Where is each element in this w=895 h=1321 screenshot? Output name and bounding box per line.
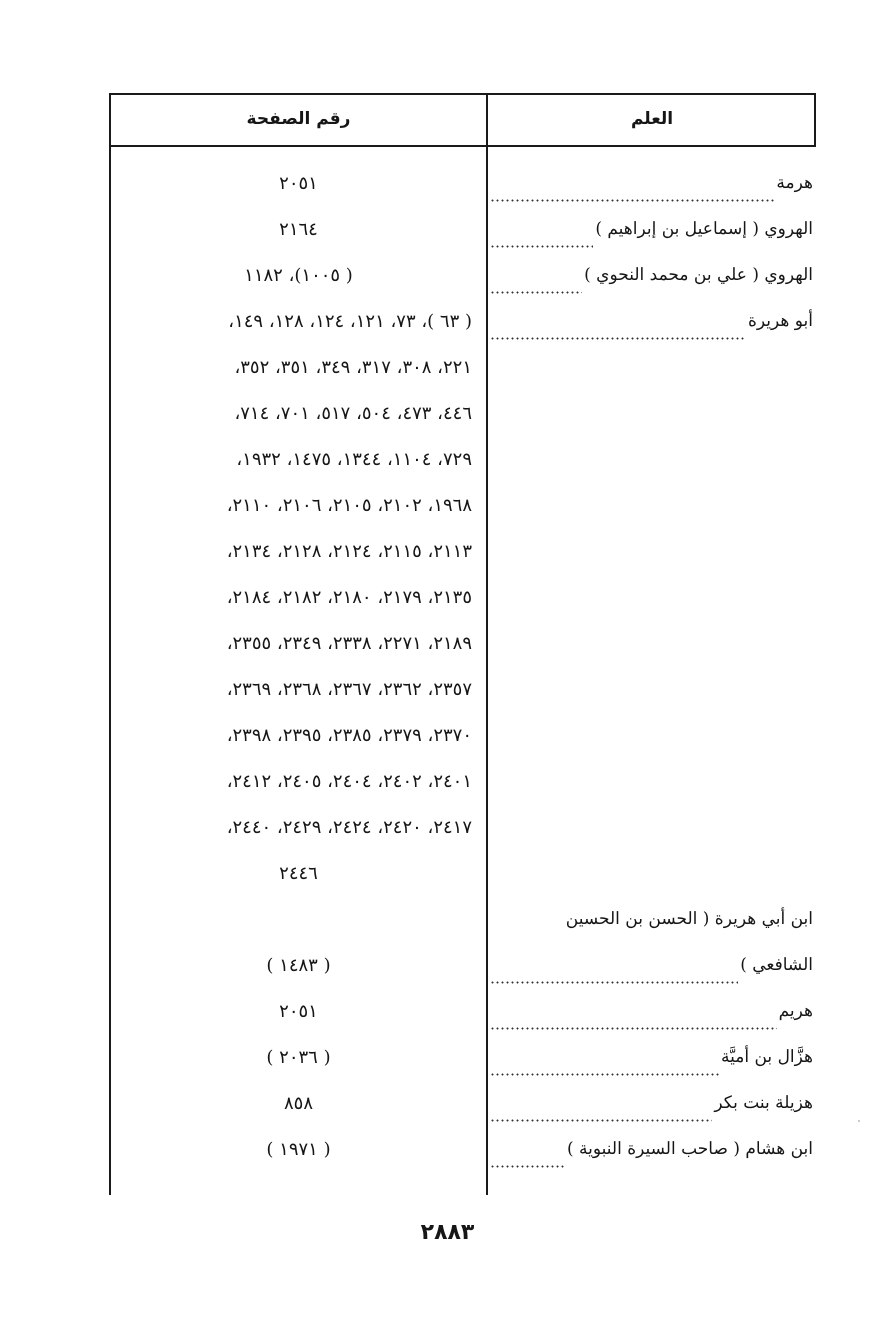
entry-pages: ( ٢٠٣٦ ) [266, 1046, 331, 1068]
entry-name: الشافعي ) [740, 955, 813, 975]
index-entry-name-row [488, 620, 813, 666]
entry-name: الهروي ( إسماعيل بن إبراهيم ) [595, 219, 813, 239]
index-entry-name-row [488, 804, 813, 850]
entry-pages: ( ١٩٧١ ) [266, 1138, 331, 1160]
page-column-header: رقم الصفحة [246, 109, 351, 129]
dot-leader [490, 278, 582, 298]
dot-leader [490, 1152, 565, 1172]
entry-pages: ٢٤٠١، ٢٤٠٢، ٢٤٠٤، ٢٤٠٥، ٢٤١٢، [226, 770, 472, 792]
page-number: ٢٨٨٣ [420, 1220, 475, 1245]
entry-pages: ( ١٤٨٣ ) [266, 954, 331, 976]
index-entry-name-row [488, 206, 813, 252]
entry-pages: ٢٠٥١ [279, 172, 318, 194]
entry-pages: ( ١٠٠٥)، ١١٨٢ [244, 264, 353, 286]
name-column [488, 160, 813, 1172]
index-entry-name-row [488, 988, 813, 1034]
entry-pages: ٢٢١، ٣٠٨، ٣١٧، ٣٤٩، ٣٥١، ٣٥٢، [234, 356, 472, 378]
index-entry-name-row [488, 528, 813, 574]
dot-leader [490, 1014, 777, 1034]
entry-pages: ٢٣٧٠، ٢٣٧٩، ٢٣٨٥، ٢٣٩٥، ٢٣٩٨، [226, 724, 472, 746]
dot-leader [490, 968, 738, 988]
index-entry-name-row [488, 160, 813, 206]
entry-name: هرمة [776, 173, 813, 193]
entry-pages: ٨٥٨ [284, 1092, 314, 1114]
index-entry-name-row [488, 712, 813, 758]
index-entry-name-row [488, 1034, 813, 1080]
entry-pages: ٧٢٩، ١١٠٤، ١٣٤٤، ١٤٧٥، ١٩٣٢، [236, 448, 472, 470]
index-entry-name-row [488, 896, 813, 942]
entry-pages: ٤٤٦، ٤٧٣، ٥٠٤، ٥١٧، ٧٠١، ٧١٤، [234, 402, 472, 424]
entry-pages: ( ٦٣ )، ٧٣، ١٢١، ١٢٤، ١٢٨، ١٤٩، [228, 310, 472, 332]
index-entry-name-row [488, 1126, 813, 1172]
entry-name: أبو هريرة [747, 311, 813, 331]
header-bottom-border [109, 145, 816, 147]
index-entry-name-row [488, 1080, 813, 1126]
entry-pages [111, 896, 486, 942]
index-entry-name-row [488, 942, 813, 988]
scan-speck [858, 1120, 860, 1122]
entry-pages: ٢١١٣، ٢١١٥، ٢١٢٤، ٢١٢٨، ٢١٣٤، [226, 540, 472, 562]
entry-pages: ٢١٣٥، ٢١٧٩، ٢١٨٠، ٢١٨٢، ٢١٨٤، [226, 586, 472, 608]
entry-name: هزيلة بنت بكر [714, 1093, 813, 1113]
index-entry-name-row [488, 436, 813, 482]
entry-name: هريم [778, 1001, 813, 1021]
dot-leader [490, 1060, 719, 1080]
index-entry-name-row [488, 574, 813, 620]
entry-pages: ٢١٦٤ [279, 218, 318, 240]
index-entry-name-row [488, 666, 813, 712]
index-entry-name-row [488, 850, 813, 896]
page-number-column [111, 160, 486, 1172]
entry-pages: ٢١٨٩، ٢٢٧١، ٢٣٣٨، ٢٣٤٩، ٢٣٥٥، [226, 632, 472, 654]
index-entry-name-row [488, 344, 813, 390]
entry-name: ابن أبي هريرة ( الحسن بن الحسين [565, 909, 813, 929]
entry-pages: ٢٤٤٦ [279, 862, 318, 884]
dot-leader [490, 186, 774, 206]
index-entry-name-row [488, 390, 813, 436]
entry-pages: ٢٠٥١ [279, 1000, 318, 1022]
index-entry-name-row [488, 298, 813, 344]
entry-pages: ١٩٦٨، ٢١٠٢، ٢١٠٥، ٢١٠٦، ٢١١٠، [226, 494, 472, 516]
index-entry-name-row [488, 482, 813, 528]
entry-pages: ٢٤١٧، ٢٤٢٠، ٢٤٢٤، ٢٤٢٩، ٢٤٤٠، [226, 816, 472, 838]
entry-name: ابن هشام ( صاحب السيرة النبوية ) [566, 1139, 813, 1159]
index-entry-name-row [488, 252, 813, 298]
name-column-header: العلم [630, 109, 674, 129]
dot-leader [490, 1106, 712, 1126]
dot-leader [490, 232, 593, 252]
entry-pages: ٢٣٥٧، ٢٣٦٢، ٢٣٦٧، ٢٣٦٨، ٢٣٦٩، [226, 678, 472, 700]
entry-name: هزَّال بن أميَّة [721, 1047, 813, 1067]
entry-name: الهروي ( علي بن محمد النحوي ) [584, 265, 813, 285]
dot-leader [490, 324, 746, 344]
index-entry-name-row [488, 758, 813, 804]
